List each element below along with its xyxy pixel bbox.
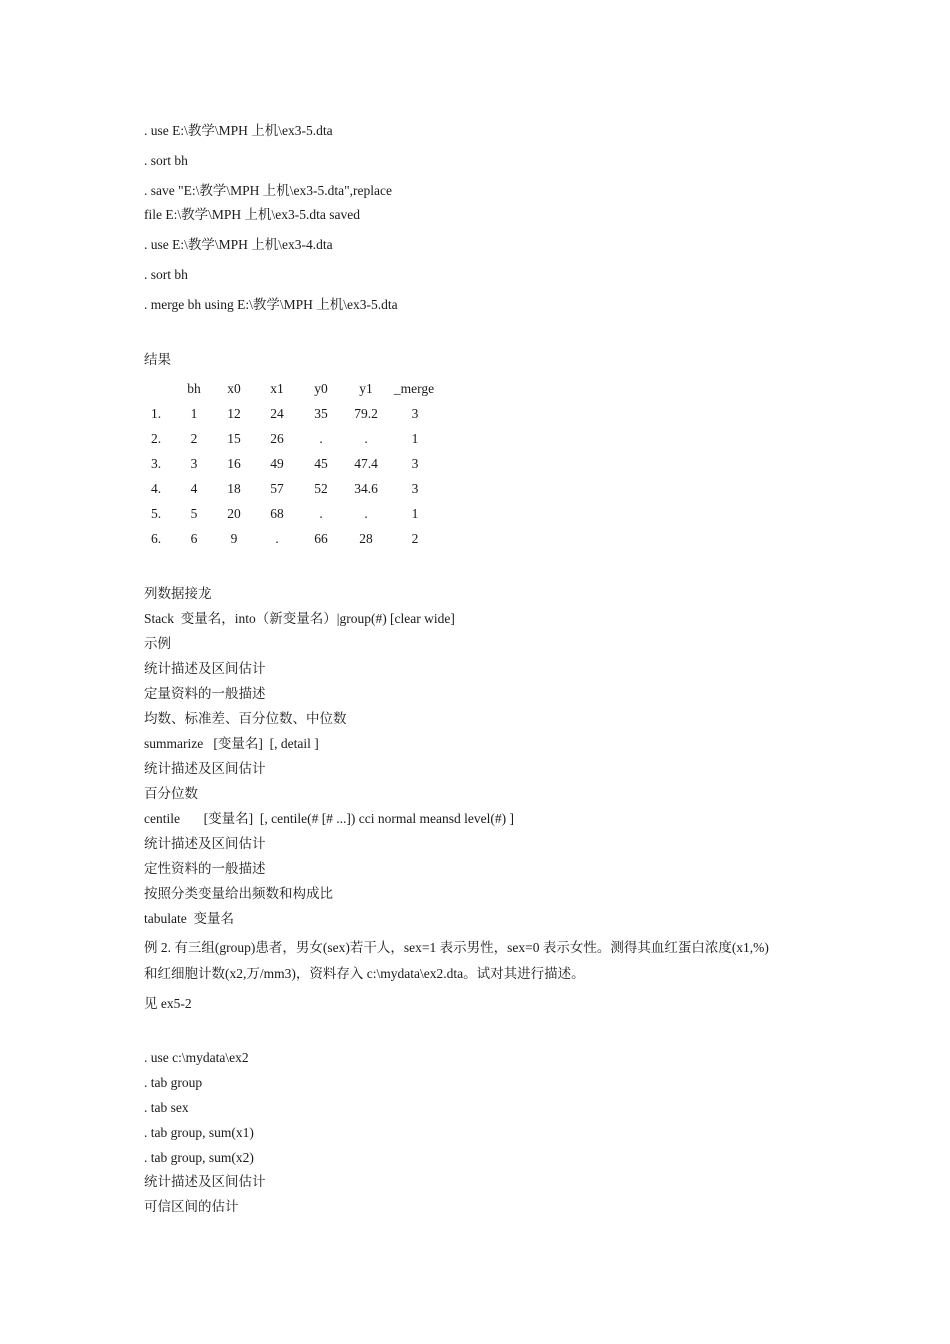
result-table xyxy=(144,380,444,555)
example-paragraph: 例 2. 有三组(group)患者，男女(sex)若干人，sex=1 表示男性，sex=0 表示女性。测得其血红蛋白浓度(x1,%) xyxy=(144,940,769,955)
section-heading: 统计描述及区间估计 xyxy=(144,1174,266,1189)
table-cell: 3 xyxy=(411,406,419,421)
text-line: 见 ex5-2 xyxy=(144,996,192,1011)
syntax-line: tabulate 变量名 xyxy=(144,911,234,926)
command-line: . use c:\mydata\ex2 xyxy=(144,1050,249,1065)
table-cell: . xyxy=(364,506,368,521)
table-cell: 15 xyxy=(227,431,241,446)
table-cell: . xyxy=(319,506,323,521)
command-line: . sort bh xyxy=(144,267,188,282)
table-cell: 2 xyxy=(190,431,198,446)
table-cell: 3 xyxy=(411,456,419,471)
table-row xyxy=(144,430,444,455)
text-line: 百分位数 xyxy=(144,786,198,801)
table-cell: . xyxy=(364,431,368,446)
table-cell: 2 xyxy=(411,531,419,546)
section-heading: 统计描述及区间估计 xyxy=(144,661,266,676)
header-cell: y0 xyxy=(314,381,328,396)
table-cell: 3 xyxy=(190,456,198,471)
table-cell: 4. xyxy=(150,481,162,496)
command-line: . tab group, sum(x2) xyxy=(144,1150,254,1165)
command-line: . sort bh xyxy=(144,153,188,168)
text-line: 定性资料的一般描述 xyxy=(144,861,266,876)
table-cell: 28 xyxy=(359,531,373,546)
table-cell: 52 xyxy=(314,481,328,496)
table-cell: 24 xyxy=(270,406,284,421)
header-cell: y1 xyxy=(359,381,373,396)
header-cell: x1 xyxy=(270,381,284,396)
table-row xyxy=(144,505,444,530)
header-cell: _merge xyxy=(393,381,435,396)
command-line: . save "E:\教学\MPH 上机\ex3-5.dta",replace xyxy=(144,183,392,198)
table-cell: 18 xyxy=(227,481,241,496)
command-line: . tab group xyxy=(144,1075,203,1090)
output-line: file E:\教学\MPH 上机\ex3-5.dta saved xyxy=(144,207,360,222)
section-heading: 结果 xyxy=(144,352,171,367)
table-cell: 1 xyxy=(411,506,419,521)
table-cell: 5. xyxy=(150,506,162,521)
syntax-line: summarize [变量名] [, detail ] xyxy=(144,736,319,751)
table-cell: 57 xyxy=(270,481,284,496)
table-cell: 20 xyxy=(227,506,241,521)
table-cell: 6 xyxy=(190,531,198,546)
table-row xyxy=(144,455,444,480)
table-cell: 3. xyxy=(150,456,162,471)
table-cell: 5 xyxy=(190,506,198,521)
table-cell: 4 xyxy=(190,481,198,496)
command-line: . use E:\教学\MPH 上机\ex3-4.dta xyxy=(144,237,333,252)
table-cell: 47.4 xyxy=(354,456,378,471)
section-heading: 统计描述及区间估计 xyxy=(144,761,266,776)
table-cell: . xyxy=(319,431,323,446)
header-cell: bh xyxy=(187,381,201,396)
table-cell: 1. xyxy=(150,406,162,421)
text-line: 均数、标准差、百分位数、中位数 xyxy=(144,711,347,726)
table-cell: 49 xyxy=(270,456,284,471)
text-line: 可信区间的估计 xyxy=(144,1199,239,1214)
table-cell: 3 xyxy=(411,481,419,496)
command-line: . tab group, sum(x1) xyxy=(144,1125,254,1140)
table-row xyxy=(144,530,444,555)
section-heading: 统计描述及区间估计 xyxy=(144,836,266,851)
text-line: 按照分类变量给出频数和构成比 xyxy=(144,886,333,901)
table-row xyxy=(144,480,444,505)
table-cell: 12 xyxy=(227,406,241,421)
syntax-line: Stack 变量名，into（新变量名）|group(#) [clear wide] xyxy=(144,611,455,626)
table-cell: 1 xyxy=(190,406,198,421)
table-header-row xyxy=(144,380,444,405)
syntax-line: centile [变量名] [, centile(# [# ...]) cci normal meansd level(#) ] xyxy=(144,811,514,826)
table-cell: 35 xyxy=(314,406,328,421)
table-cell: 68 xyxy=(270,506,284,521)
table-row xyxy=(144,405,444,430)
table-cell: 66 xyxy=(314,531,328,546)
header-cell: x0 xyxy=(227,381,241,396)
section-heading: 列数据接龙 xyxy=(144,586,212,601)
text-line: 示例 xyxy=(144,636,171,651)
table-cell: 2. xyxy=(150,431,162,446)
command-line: . merge bh using E:\教学\MPH 上机\ex3-5.dta xyxy=(144,297,398,312)
table-cell: 34.6 xyxy=(354,481,378,496)
table-cell: 6. xyxy=(150,531,162,546)
table-cell: . xyxy=(275,531,279,546)
example-paragraph: 和红细胞计数(x2,万/mm3)，资料存入 c:\mydata\ex2.dta。试对其进行描述。 xyxy=(144,966,585,981)
table-cell: 45 xyxy=(314,456,328,471)
table-cell: 26 xyxy=(270,431,284,446)
table-cell: 9 xyxy=(230,531,238,546)
text-line: 定量资料的一般描述 xyxy=(144,686,266,701)
command-line: . use E:\教学\MPH 上机\ex3-5.dta xyxy=(144,123,333,138)
table-cell: 16 xyxy=(227,456,241,471)
table-cell: 1 xyxy=(411,431,419,446)
command-line: . tab sex xyxy=(144,1100,189,1115)
table-cell: 79.2 xyxy=(354,406,378,421)
